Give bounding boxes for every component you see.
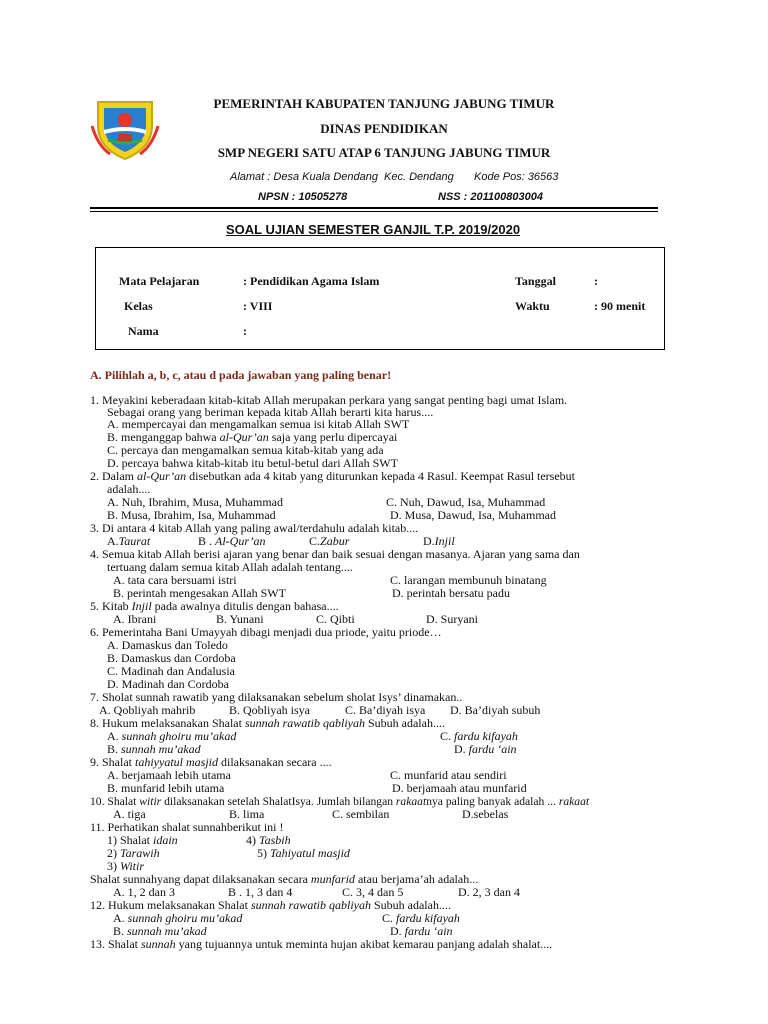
- q11-option-d: D. 2, 3 dan 4: [458, 885, 520, 899]
- q11-option-c: C. 3, 4 dan 5: [342, 885, 404, 899]
- header-rule-thin: [90, 211, 658, 212]
- q11-item-3: 3) Witir: [107, 859, 145, 873]
- question-11-cont: Shalat sunnahyang dapat dilaksanakan secara munfarid atau berjama’ah adalah...: [90, 872, 479, 886]
- q7-option-b: B. Qobliyah isya: [229, 703, 310, 717]
- q5-option-b: B. Yunani: [216, 612, 264, 626]
- q8-option-d: D. fardu ‘ain: [454, 742, 517, 756]
- q2-option-a: A. Nuh, Ibrahim, Musa, Muhammad: [107, 495, 283, 509]
- question-1: 1. Meyakini keberadaan kitab-kitab Allah merupakan perkara yang sangat penting bagi umat Islam.: [90, 393, 568, 407]
- q6-option-c: C. Madinah dan Andalusia: [107, 664, 235, 678]
- q9-option-c: C. munfarid atau sendiri: [390, 768, 507, 782]
- time-label: Waktu: [515, 299, 550, 313]
- q2-option-d: D. Musa, Dawud, Isa, Muhammad: [390, 508, 556, 522]
- subject-label: Mata Pelajaran: [119, 274, 200, 288]
- date-value: :: [594, 274, 598, 288]
- exam-title: SOAL UJIAN SEMESTER GANJIL T.P. 2019/2020: [226, 222, 521, 237]
- q6-option-b: B. Damaskus dan Cordoba: [107, 651, 236, 665]
- q5-option-c: C. Qibti: [316, 612, 355, 626]
- q10-option-c: C. sembilan: [332, 807, 390, 821]
- question-4-cont: tertuang dalam semua kitab Allah adalah tentang....: [107, 560, 353, 574]
- name-value: :: [243, 324, 247, 338]
- q10-option-b: B. lima: [229, 807, 265, 821]
- question-7: 7. Sholat sunnah rawatib yang dilaksanakan sebelum sholat Isys’ dinamakan..: [90, 690, 463, 704]
- subject-value: : Pendidikan Agama Islam: [243, 274, 380, 288]
- header-rule-thick: [90, 207, 658, 209]
- question-8: 8. Hukum melaksanakan Shalat sunnah rawatib qabliyah Subuh adalah....: [90, 716, 445, 730]
- q7-option-c: C. Ba’diyah isya: [345, 703, 426, 717]
- q9-option-d: D. berjamaah atau munfarid: [392, 781, 527, 795]
- header-line-1: PEMERINTAH KABUPATEN TANJUNG JABUNG TIMUR: [213, 96, 555, 111]
- question-6: 6. Pemerintaha Bani Umayyah dibagi menjadi dua priode, yaitu priode…: [90, 625, 442, 639]
- q3-option-c: C.Zabur: [309, 534, 350, 548]
- class-value: : VIII: [243, 299, 273, 313]
- q8-option-c: C. fardu kifayah: [440, 729, 518, 743]
- q12-option-b: B. sunnah mu’akad: [113, 924, 207, 938]
- q4-option-b: B. perintah mengesakan Allah SWT: [113, 586, 286, 600]
- question-12: 12. Hukum melaksanakan Shalat sunnah rawatib qabliyah Subuh adalah....: [90, 898, 451, 912]
- q8-option-b: B. sunnah mu’akad: [107, 742, 201, 756]
- question-9: 9. Shalat tahiyyatul masjid dilaksanakan secara ....: [90, 755, 332, 769]
- time-value: : 90 menit: [594, 299, 646, 313]
- question-4: 4. Semua kitab Allah berisi ajaran yang benar dan baik sesuai dengan masanya. Ajaran yang sama dan: [90, 547, 580, 561]
- question-2-cont: adalah....: [107, 482, 151, 496]
- q6-option-d: D. Madinah dan Cordoba: [107, 677, 229, 691]
- question-1-cont: Sebagai orang yang beriman kepada kitab Allah berarti kita harus....: [107, 405, 434, 419]
- question-13: 13. Shalat sunnah yang tujuannya untuk meminta hujan akibat kemarau panjang adalah shalat....: [90, 937, 553, 951]
- q5-option-a: A. Ibrani: [113, 612, 157, 626]
- question-5: 5. Kitab Injil pada awalnya ditulis dengan bahasa....: [90, 599, 339, 613]
- q1-option-d: D. percaya bahwa kitab-kitab itu betul-betul dari Allah SWT: [107, 456, 398, 470]
- q11-item-5: 5) Tahiyatul masjid: [257, 846, 350, 860]
- q4-option-c: C. larangan membunuh binatang: [390, 573, 547, 587]
- q4-option-a: A. tata cara bersuami istri: [113, 573, 237, 587]
- q11-option-a: A. 1, 2 dan 3: [113, 885, 175, 899]
- question-2: 2. Dalam al-Qur’an disebutkan ada 4 kitab yang diturunkan kepada 4 Rasul. Keempat Rasul tersebut: [90, 469, 576, 483]
- q12-option-a: A. sunnah ghoiru mu’akad: [113, 911, 243, 925]
- question-3: 3. Di antara 4 kitab Allah yang paling awal/terdahulu adalah kitab....: [90, 521, 419, 535]
- section-instruction: A. Pilihlah a, b, c, atau d pada jawaban yang paling benar!: [90, 368, 392, 382]
- q5-option-d: D. Suryani: [426, 612, 478, 626]
- npsn: NPSN : 10505278: [258, 191, 348, 203]
- q2-option-c: C. Nuh, Dawud, Isa, Muhammad: [386, 495, 546, 509]
- district: Kec. Dendang: [384, 171, 454, 183]
- address: Alamat : Desa Kuala Dendang: [230, 171, 378, 183]
- q2-option-b: B. Musa, Ibrahim, Isa, Muhammad: [107, 508, 276, 522]
- q8-option-a: A. sunnah ghoiru mu’akad: [107, 729, 237, 743]
- q9-option-b: B. munfarid lebih utama: [107, 781, 225, 795]
- postal-code: Kode Pos: 36563: [474, 171, 559, 183]
- q9-option-a: A. berjamaah lebih utama: [107, 768, 231, 782]
- info-box: [95, 247, 665, 350]
- question-10: 10. Shalat witir dilaksanakan setelah ShalatIsya. Jumlah bilangan rakaatnya paling banyak adalah ... rakaat: [90, 795, 590, 808]
- header-line-3: SMP NEGERI SATU ATAP 6 TANJUNG JABUNG TIMUR: [217, 145, 551, 160]
- date-label: Tanggal: [515, 274, 556, 288]
- q11-option-b: B . 1, 3 dan 4: [228, 885, 293, 899]
- name-label: Nama: [128, 324, 159, 338]
- question-11: 11. Perhatikan shalat sunnahberikut ini !: [90, 820, 284, 834]
- q1-option-c: C. percaya dan mengamalkan semua kitab-kitab yang ada: [107, 443, 384, 457]
- q4-option-d: D. perintah bersatu padu: [392, 586, 510, 600]
- q10-option-d: D.sebelas: [462, 807, 509, 821]
- class-label: Kelas: [124, 299, 153, 313]
- q1-option-b: B. menganggap bahwa al-Qur’an saja yang perlu dipercayai: [107, 430, 398, 444]
- q6-option-a: A. Damaskus dan Toledo: [107, 638, 228, 652]
- q3-option-d: D.Injil: [423, 534, 455, 548]
- q7-option-a: A. Qobliyah mahrib: [99, 703, 196, 717]
- q11-item-1: 1) Shalat idain: [107, 833, 178, 847]
- q3-option-b: B . Al-Qur’an: [198, 534, 266, 548]
- q1-option-a: A. mempercayai dan mengamalkan semua isi kitab Allah SWT: [107, 417, 410, 431]
- q10-option-a: A. tiga: [113, 807, 146, 821]
- q11-item-4: 4) Tasbih: [246, 833, 291, 847]
- q3-option-a: A.Taurat: [107, 534, 151, 548]
- q11-item-2: 2) Tarawih: [107, 846, 160, 860]
- q7-option-d: D. Ba’diyah subuh: [450, 703, 541, 717]
- q12-option-d: D. fardu ‘ain: [390, 924, 453, 938]
- q12-option-c: C. fardu kifayah: [382, 911, 460, 925]
- header-line-2: DINAS PENDIDIKAN: [320, 121, 448, 136]
- nss: NSS : 201100803004: [438, 191, 543, 203]
